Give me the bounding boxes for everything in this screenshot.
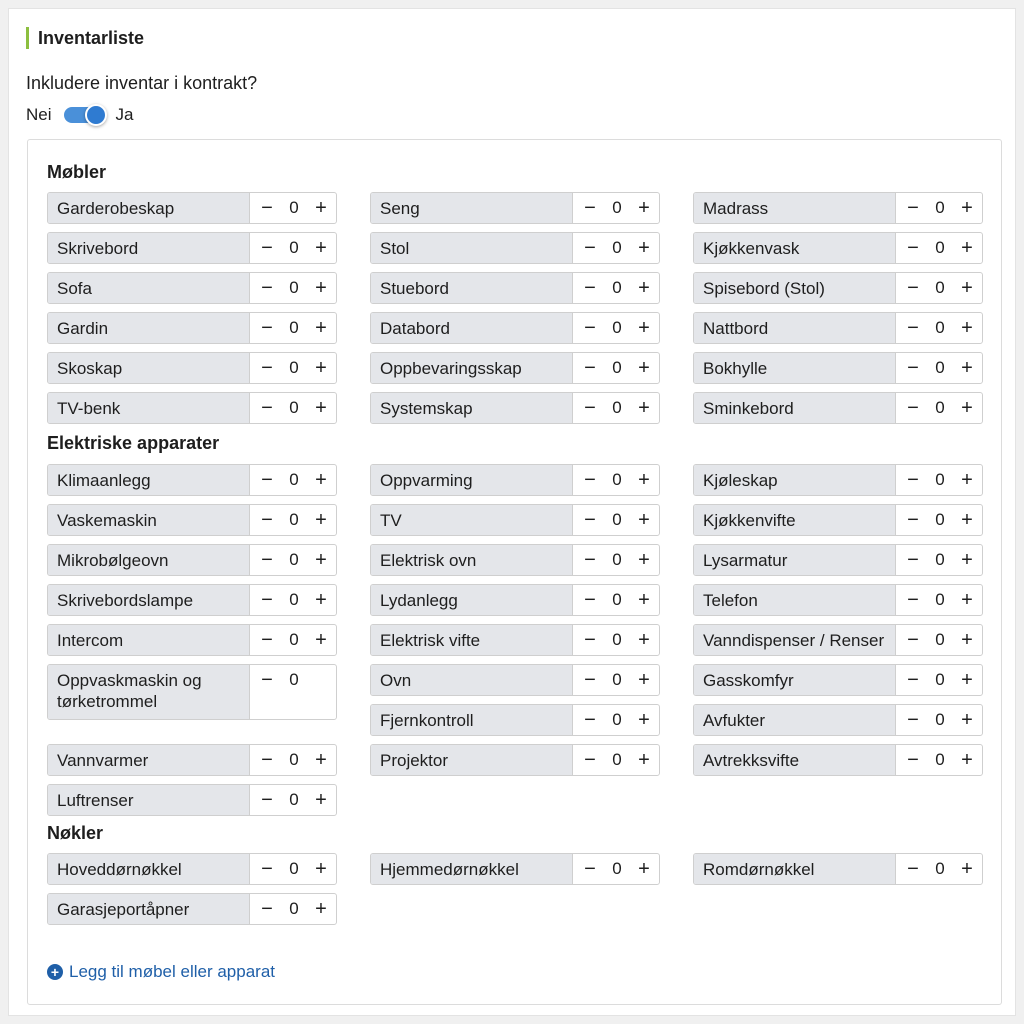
- decrement-button[interactable]: −: [907, 749, 919, 771]
- inventory-item-oppbevaringsskap: [370, 352, 660, 384]
- increment-button[interactable]: +: [638, 509, 650, 531]
- page-header: [26, 27, 144, 49]
- inventory-item-stol: [370, 232, 660, 264]
- increment-button[interactable]: +: [315, 749, 327, 771]
- quantity-stepper: [573, 705, 659, 735]
- inventory-item-madrass: [693, 192, 983, 224]
- inventory-item-systemskap: [370, 392, 660, 424]
- keys-grid: [47, 853, 984, 925]
- quantity-value[interactable]: 0: [935, 750, 945, 769]
- include-inventory-toggle-row: [26, 105, 133, 125]
- increment-button[interactable]: +: [315, 237, 327, 259]
- quantity-value[interactable]: 0: [289, 470, 299, 489]
- inventory-item-projektor: [370, 744, 660, 776]
- inventory-item-label: Elektrisk vifte: [371, 625, 573, 655]
- increment-button[interactable]: +: [638, 669, 650, 691]
- quantity-value[interactable]: 0: [935, 278, 945, 297]
- quantity-value[interactable]: 0: [289, 398, 299, 417]
- decrement-button[interactable]: −: [584, 357, 596, 379]
- inventory-item-skrivebord: [47, 232, 337, 264]
- inventory-item-label: Kjøkkenvask: [694, 233, 896, 263]
- quantity-value[interactable]: 0: [935, 198, 945, 217]
- quantity-stepper: [573, 273, 659, 303]
- quantity-value[interactable]: 0: [612, 278, 622, 297]
- increment-button[interactable]: +: [961, 749, 973, 771]
- decrement-button[interactable]: −: [907, 277, 919, 299]
- inventory-item-avtrekksvifte: [693, 744, 983, 776]
- toggle-knob[interactable]: [85, 104, 107, 126]
- inventory-page: [8, 8, 1016, 1016]
- inventory-item-romdornokkel: [693, 853, 983, 885]
- quantity-stepper: [573, 625, 659, 655]
- inventory-item-label: Gardin: [48, 313, 250, 343]
- decrement-button[interactable]: −: [261, 589, 273, 611]
- inventory-item-label: Klimaanlegg: [48, 465, 250, 495]
- inventory-item-label: Skrivebordslampe: [48, 585, 250, 615]
- quantity-stepper: [250, 745, 336, 775]
- inventory-item-elektrisk-ovn: [370, 544, 660, 576]
- quantity-stepper: [250, 193, 336, 223]
- inventory-item-skrivebordslampe: [47, 584, 337, 616]
- inventory-item-label: Luftrenser: [48, 785, 250, 815]
- increment-button[interactable]: +: [638, 709, 650, 731]
- include-inventory-toggle[interactable]: [64, 107, 104, 123]
- increment-button[interactable]: +: [315, 197, 327, 219]
- plus-circle-icon: +: [47, 964, 63, 980]
- quantity-value[interactable]: 0: [289, 358, 299, 377]
- quantity-value[interactable]: 0: [935, 590, 945, 609]
- inventory-item-avfukter: [693, 704, 983, 736]
- decrement-button[interactable]: −: [261, 789, 273, 811]
- quantity-value[interactable]: 0: [289, 550, 299, 569]
- quantity-stepper: [573, 505, 659, 535]
- increment-button[interactable]: +: [638, 549, 650, 571]
- increment-button[interactable]: +: [961, 469, 973, 491]
- increment-button[interactable]: +: [638, 277, 650, 299]
- inventory-item-label: Projektor: [371, 745, 573, 775]
- decrement-button[interactable]: −: [261, 277, 273, 299]
- quantity-stepper: [250, 313, 336, 343]
- quantity-stepper: [896, 705, 982, 735]
- decrement-button[interactable]: −: [584, 509, 596, 531]
- decrement-button[interactable]: −: [907, 629, 919, 651]
- quantity-value[interactable]: 0: [612, 198, 622, 217]
- inventory-item-elektrisk-vifte: [370, 624, 660, 656]
- quantity-value[interactable]: 0: [935, 238, 945, 257]
- add-item-link-label: Legg til møbel eller apparat: [69, 962, 276, 981]
- inventory-item-label: Stol: [371, 233, 573, 263]
- inventory-item-ovn: [370, 664, 660, 696]
- decrement-button[interactable]: −: [907, 549, 919, 571]
- quantity-stepper: [250, 465, 336, 495]
- increment-button[interactable]: +: [638, 317, 650, 339]
- quantity-stepper: [573, 585, 659, 615]
- inventory-item-telefon: [693, 584, 983, 616]
- inventory-item-label: Skoskap: [48, 353, 250, 383]
- decrement-button[interactable]: −: [907, 357, 919, 379]
- quantity-stepper: [250, 505, 336, 535]
- inventory-item-label: Ovn: [371, 665, 573, 695]
- quantity-stepper: [573, 353, 659, 383]
- quantity-value[interactable]: 0: [935, 398, 945, 417]
- quantity-value[interactable]: 0: [612, 859, 622, 878]
- inventory-item-skoskap: [47, 352, 337, 384]
- quantity-value[interactable]: 0: [935, 550, 945, 569]
- quantity-stepper: [573, 745, 659, 775]
- quantity-value[interactable]: 0: [612, 750, 622, 769]
- inventory-item-label: Elektrisk ovn: [371, 545, 573, 575]
- quantity-value[interactable]: 0: [289, 590, 299, 609]
- quantity-value[interactable]: 0: [289, 278, 299, 297]
- inventory-item-label: Intercom: [48, 625, 250, 655]
- quantity-value[interactable]: 0: [289, 630, 299, 649]
- quantity-value[interactable]: 0: [612, 590, 622, 609]
- inventory-item-label: Hjemmedørnøkkel: [371, 854, 573, 884]
- decrement-button[interactable]: −: [584, 709, 596, 731]
- inventory-item-label: Romdørnøkkel: [694, 854, 896, 884]
- inventory-item-label: Spisebord (Stol): [694, 273, 896, 303]
- inventory-item-sofa: [47, 272, 337, 304]
- quantity-value[interactable]: 0: [612, 710, 622, 729]
- inventory-item-label: Telefon: [694, 585, 896, 615]
- quantity-stepper: [250, 273, 336, 303]
- decrement-button[interactable]: −: [907, 397, 919, 419]
- increment-button[interactable]: +: [315, 397, 327, 419]
- quantity-stepper: [250, 233, 336, 263]
- quantity-stepper: [896, 665, 982, 695]
- decrement-button[interactable]: −: [261, 397, 273, 419]
- decrement-button[interactable]: −: [584, 749, 596, 771]
- increment-button[interactable]: +: [961, 397, 973, 419]
- decrement-button[interactable]: −: [584, 589, 596, 611]
- decrement-button[interactable]: −: [584, 277, 596, 299]
- decrement-button[interactable]: −: [261, 669, 273, 691]
- decrement-button[interactable]: −: [584, 629, 596, 651]
- increment-button[interactable]: +: [961, 509, 973, 531]
- page-title: Inventarliste: [38, 27, 145, 48]
- inventory-item-label: Gasskomfyr: [694, 665, 896, 695]
- decrement-button[interactable]: −: [584, 549, 596, 571]
- inventory-item-bokhylle: [693, 352, 983, 384]
- increment-button[interactable]: +: [961, 709, 973, 731]
- quantity-value[interactable]: 0: [289, 318, 299, 337]
- inventory-item-lydanlegg: [370, 584, 660, 616]
- inventory-item-label: TV-benk: [48, 393, 250, 423]
- inventory-item-label: Kjøkkenvifte: [694, 505, 896, 535]
- quantity-stepper: [896, 233, 982, 263]
- decrement-button[interactable]: −: [907, 709, 919, 731]
- inventory-item-label: Nattbord: [694, 313, 896, 343]
- quantity-stepper: [896, 745, 982, 775]
- inventory-item-label: Vaskemaskin: [48, 505, 250, 535]
- quantity-value[interactable]: 0: [935, 510, 945, 529]
- inventory-item-label: Madrass: [694, 193, 896, 223]
- quantity-value[interactable]: 0: [612, 358, 622, 377]
- quantity-stepper: [896, 353, 982, 383]
- decrement-button[interactable]: −: [584, 197, 596, 219]
- decrement-button[interactable]: −: [261, 858, 273, 880]
- inventory-item-label: Hoveddørnøkkel: [48, 854, 250, 884]
- appliances-grid: [47, 464, 984, 816]
- quantity-value[interactable]: 0: [289, 859, 299, 878]
- decrement-button[interactable]: −: [261, 749, 273, 771]
- quantity-value[interactable]: 0: [612, 550, 622, 569]
- increment-button[interactable]: +: [315, 589, 327, 611]
- inventory-item-luftrenser: [47, 784, 337, 816]
- quantity-stepper: [896, 273, 982, 303]
- inventory-item-label: Vanndispenser / Renser: [694, 625, 896, 655]
- quantity-stepper: [250, 393, 336, 423]
- decrement-button[interactable]: −: [261, 629, 273, 651]
- inventory-item-kjoleskap: [693, 464, 983, 496]
- quantity-stepper: [250, 665, 336, 719]
- decrement-button[interactable]: −: [907, 197, 919, 219]
- quantity-stepper: [250, 625, 336, 655]
- increment-button[interactable]: +: [315, 629, 327, 651]
- quantity-stepper: [896, 625, 982, 655]
- increment-button[interactable]: +: [638, 589, 650, 611]
- inventory-item-kjokkenvask: [693, 232, 983, 264]
- toggle-on-label: Ja: [115, 105, 134, 124]
- decrement-button[interactable]: −: [584, 858, 596, 880]
- decrement-button[interactable]: −: [261, 197, 273, 219]
- quantity-value[interactable]: 0: [935, 710, 945, 729]
- decrement-button[interactable]: −: [907, 237, 919, 259]
- increment-button[interactable]: +: [961, 197, 973, 219]
- increment-button[interactable]: +: [961, 237, 973, 259]
- increment-button[interactable]: +: [638, 357, 650, 379]
- quantity-value[interactable]: 0: [289, 670, 299, 689]
- increment-button[interactable]: +: [961, 277, 973, 299]
- quantity-stepper: [896, 465, 982, 495]
- decrement-button[interactable]: −: [907, 669, 919, 691]
- inventory-item-label: Skrivebord: [48, 233, 250, 263]
- quantity-value[interactable]: 0: [289, 750, 299, 769]
- inventory-item-stuebord: [370, 272, 660, 304]
- increment-button[interactable]: +: [961, 669, 973, 691]
- inventory-item-label: Kjøleskap: [694, 465, 896, 495]
- furniture-grid: [47, 192, 984, 424]
- inventory-item-label: Systemskap: [371, 393, 573, 423]
- quantity-value[interactable]: 0: [289, 790, 299, 809]
- quantity-value[interactable]: 0: [289, 510, 299, 529]
- inventory-item-label: Oppbevaringsskap: [371, 353, 573, 383]
- decrement-button[interactable]: −: [261, 357, 273, 379]
- increment-button[interactable]: +: [638, 469, 650, 491]
- inventory-item-intercom: [47, 624, 337, 656]
- increment-button[interactable]: +: [315, 357, 327, 379]
- quantity-stepper: [250, 785, 336, 815]
- inventory-item-hoveddornokkel: [47, 853, 337, 885]
- quantity-value[interactable]: 0: [289, 238, 299, 257]
- inventory-item-label: Sofa: [48, 273, 250, 303]
- quantity-value[interactable]: 0: [289, 198, 299, 217]
- inventory-item-tv-benk: [47, 392, 337, 424]
- increment-button[interactable]: +: [638, 237, 650, 259]
- inventory-item-label: Lysarmatur: [694, 545, 896, 575]
- section-title-keys: Nøkler: [47, 823, 104, 843]
- inventory-item-label: Stuebord: [371, 273, 573, 303]
- inventory-item-label: Fjernkontroll: [371, 705, 573, 735]
- decrement-button[interactable]: −: [584, 237, 596, 259]
- inventory-item-nattbord: [693, 312, 983, 344]
- increment-button[interactable]: +: [315, 469, 327, 491]
- quantity-value[interactable]: 0: [289, 899, 299, 918]
- inventory-item-gardin: [47, 312, 337, 344]
- quantity-stepper: [573, 193, 659, 223]
- quantity-stepper: [573, 854, 659, 884]
- increment-button[interactable]: +: [961, 317, 973, 339]
- quantity-value[interactable]: 0: [935, 859, 945, 878]
- inventory-item-label: Garderobeskap: [48, 193, 250, 223]
- increment-button[interactable]: +: [961, 589, 973, 611]
- quantity-value[interactable]: 0: [935, 670, 945, 689]
- add-item-link[interactable]: [47, 962, 275, 982]
- quantity-value[interactable]: 0: [612, 470, 622, 489]
- inventory-item-garasjeportapner: [47, 893, 337, 925]
- decrement-button[interactable]: −: [907, 469, 919, 491]
- increment-button[interactable]: +: [638, 858, 650, 880]
- quantity-stepper: [896, 193, 982, 223]
- inventory-item-label: Seng: [371, 193, 573, 223]
- inventory-item-label: Vannvarmer: [48, 745, 250, 775]
- inventory-item-label: Oppvaskmaskin og tørketrommel: [48, 665, 250, 719]
- quantity-stepper: [250, 854, 336, 884]
- inventory-item-vaskemaskin: [47, 504, 337, 536]
- increment-button[interactable]: +: [961, 629, 973, 651]
- decrement-button[interactable]: −: [261, 509, 273, 531]
- inventory-item-fjernkontroll: [370, 704, 660, 736]
- quantity-stepper: [573, 465, 659, 495]
- quantity-stepper: [250, 585, 336, 615]
- quantity-value[interactable]: 0: [612, 670, 622, 689]
- quantity-stepper: [250, 545, 336, 575]
- inventory-item-oppvaskmaskin-og-torketrommel: [47, 664, 337, 720]
- inventory-item-spisebord-stol: [693, 272, 983, 304]
- inventory-item-label: Lydanlegg: [371, 585, 573, 615]
- increment-button[interactable]: +: [315, 789, 327, 811]
- inventory-item-label: Databord: [371, 313, 573, 343]
- inventory-item-vanndispenser-renser: [693, 624, 983, 656]
- quantity-stepper: [896, 585, 982, 615]
- quantity-value[interactable]: 0: [935, 358, 945, 377]
- increment-button[interactable]: +: [315, 509, 327, 531]
- decrement-button[interactable]: −: [261, 469, 273, 491]
- inventory-item-label: Bokhylle: [694, 353, 896, 383]
- quantity-value[interactable]: 0: [935, 470, 945, 489]
- quantity-stepper: [896, 393, 982, 423]
- inventory-item-mikrobolgeovn: [47, 544, 337, 576]
- increment-button[interactable]: +: [315, 898, 327, 920]
- increment-button[interactable]: +: [638, 397, 650, 419]
- increment-button[interactable]: +: [961, 858, 973, 880]
- inventory-item-label: Oppvarming: [371, 465, 573, 495]
- inventory-item-vannvarmer: [47, 744, 337, 776]
- increment-button[interactable]: +: [315, 317, 327, 339]
- quantity-value[interactable]: 0: [612, 510, 622, 529]
- decrement-button[interactable]: −: [907, 589, 919, 611]
- decrement-button[interactable]: −: [584, 469, 596, 491]
- increment-button[interactable]: +: [638, 197, 650, 219]
- increment-button[interactable]: +: [315, 549, 327, 571]
- inventory-card: [27, 139, 1002, 1005]
- title-accent-bar: [26, 27, 29, 49]
- decrement-button[interactable]: −: [261, 317, 273, 339]
- inventory-item-lysarmatur: [693, 544, 983, 576]
- increment-button[interactable]: +: [961, 549, 973, 571]
- inventory-item-label: Avfukter: [694, 705, 896, 735]
- increment-button[interactable]: +: [315, 277, 327, 299]
- inventory-item-seng: [370, 192, 660, 224]
- decrement-button[interactable]: −: [584, 669, 596, 691]
- inventory-item-kjokkenvifte: [693, 504, 983, 536]
- inventory-item-label: Sminkebord: [694, 393, 896, 423]
- inventory-item-databord: [370, 312, 660, 344]
- inventory-item-label: Garasjeportåpner: [48, 894, 250, 924]
- quantity-stepper: [250, 353, 336, 383]
- inventory-item-label: Mikrobølgeovn: [48, 545, 250, 575]
- inventory-item-garderobeskap: [47, 192, 337, 224]
- decrement-button[interactable]: −: [584, 317, 596, 339]
- quantity-stepper: [573, 545, 659, 575]
- increment-button[interactable]: +: [638, 749, 650, 771]
- inventory-item-label: Avtrekksvifte: [694, 745, 896, 775]
- quantity-value[interactable]: 0: [612, 630, 622, 649]
- quantity-stepper: [896, 545, 982, 575]
- quantity-value[interactable]: 0: [935, 318, 945, 337]
- increment-button[interactable]: +: [315, 858, 327, 880]
- quantity-stepper: [573, 393, 659, 423]
- decrement-button[interactable]: −: [907, 858, 919, 880]
- inventory-item-klimaanlegg: [47, 464, 337, 496]
- quantity-value[interactable]: 0: [935, 630, 945, 649]
- increment-button[interactable]: +: [961, 357, 973, 379]
- quantity-stepper: [896, 313, 982, 343]
- quantity-value[interactable]: 0: [612, 238, 622, 257]
- decrement-button[interactable]: −: [261, 237, 273, 259]
- inventory-item-sminkebord: [693, 392, 983, 424]
- quantity-stepper: [896, 505, 982, 535]
- toggle-off-label: Nei: [26, 105, 52, 124]
- quantity-value[interactable]: 0: [612, 318, 622, 337]
- inventory-item-tv: [370, 504, 660, 536]
- inventory-item-label: TV: [371, 505, 573, 535]
- quantity-stepper: [250, 894, 336, 924]
- decrement-button[interactable]: −: [907, 317, 919, 339]
- increment-button[interactable]: +: [638, 629, 650, 651]
- quantity-stepper: [573, 313, 659, 343]
- include-inventory-question: Inkludere inventar i kontrakt?: [26, 73, 258, 93]
- inventory-item-oppvarming: [370, 464, 660, 496]
- decrement-button[interactable]: −: [907, 509, 919, 531]
- decrement-button[interactable]: −: [261, 898, 273, 920]
- decrement-button[interactable]: −: [584, 397, 596, 419]
- inventory-item-hjemmedornokkel: [370, 853, 660, 885]
- section-title-appliances: Elektriske apparater: [47, 433, 220, 453]
- decrement-button[interactable]: −: [261, 549, 273, 571]
- quantity-stepper: [573, 665, 659, 695]
- quantity-value[interactable]: 0: [612, 398, 622, 417]
- inventory-item-gasskomfyr: [693, 664, 983, 696]
- quantity-stepper: [573, 233, 659, 263]
- section-title-furniture: Møbler: [47, 162, 107, 182]
- quantity-stepper: [896, 854, 982, 884]
